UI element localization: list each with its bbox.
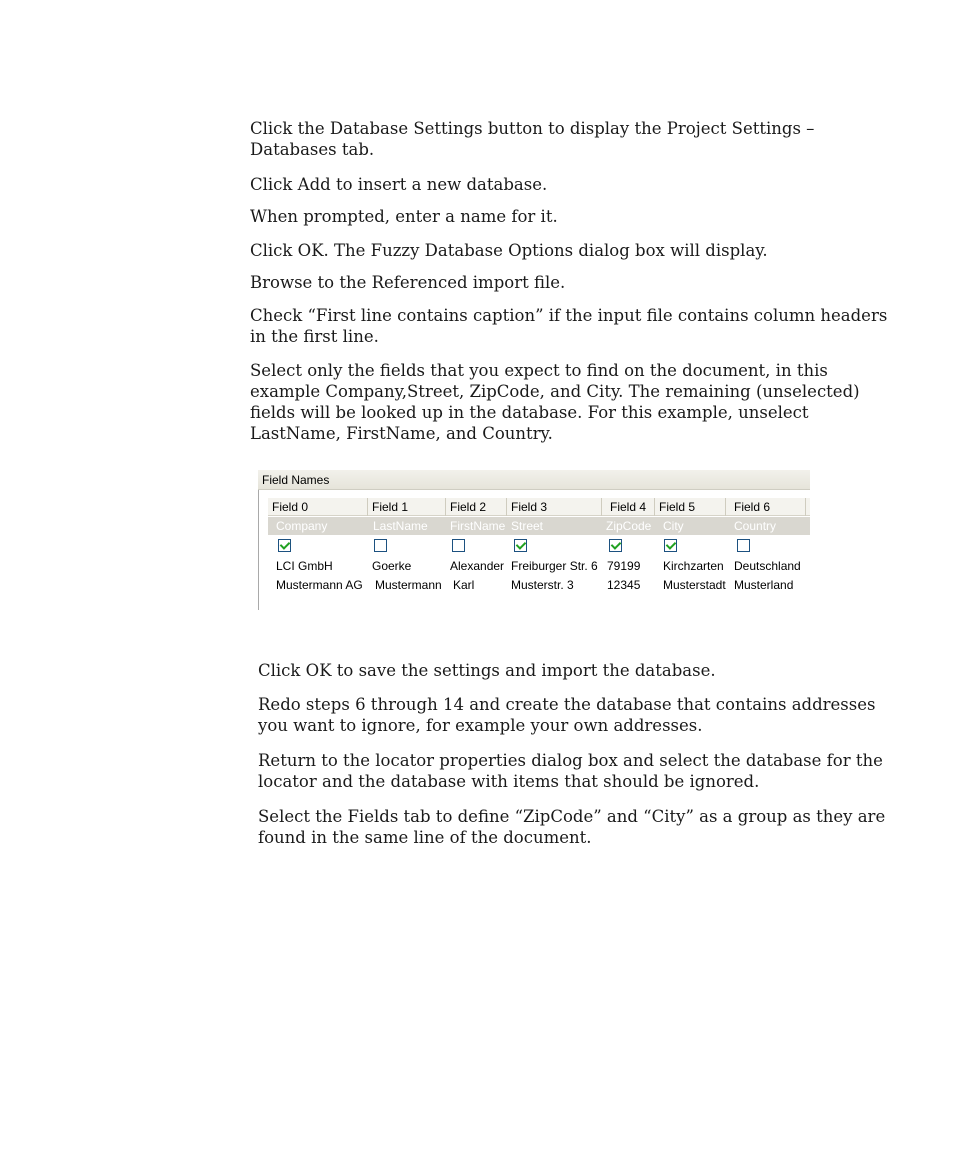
table-cell: Deutschland (734, 559, 801, 573)
caption-street: Street (511, 519, 544, 533)
step-redo-steps: Redo steps 6 through 14 and create the database that contains addresses you want to ignore, for example your own addresses. (258, 695, 876, 735)
table-cell: Mustermann (375, 578, 442, 592)
column-header-field-0[interactable]: Field 0 (268, 498, 368, 516)
table-cell: Freiburger Str. 6 (511, 559, 598, 573)
step-select-fields: Select only the fields that you expect to find on the document, in this example Company,Street, ZipCode, and City. The remaining (unselected) fields will be looked up in the database. For this example, unselect LastName, FirstName, and Country. (250, 361, 860, 443)
checkbox-company[interactable] (278, 539, 291, 552)
table-cell: Mustermann AG (276, 578, 363, 592)
panel-title: Field Names (258, 470, 810, 490)
field-grid (268, 498, 810, 610)
checkbox-firstname[interactable] (452, 539, 465, 552)
step-return-locator: Return to the locator properties dialog box and select the database for the locator and the database with items that should be ignored. (258, 751, 883, 791)
selection-row (268, 538, 810, 554)
step-enter-name: When prompted, enter a name for it. (250, 207, 558, 226)
table-cell: Musterland (734, 578, 794, 592)
column-header-field-3[interactable]: Field 3 (507, 498, 602, 516)
checkbox-country[interactable] (737, 539, 750, 552)
step-fields-tab: Select the Fields tab to define “ZipCode” and “City” as a group as they are found in the same line of the document. (258, 807, 886, 847)
table-cell: 79199 (607, 559, 641, 573)
checkbox-lastname[interactable] (374, 539, 387, 552)
table-cell: 12345 (607, 578, 641, 592)
column-header-field-4[interactable]: Field 4 (602, 498, 655, 516)
step-browse-file: Browse to the Referenced import file. (250, 273, 566, 292)
caption-lastname: LastName (373, 519, 428, 533)
table-row (268, 576, 810, 594)
column-header-field-1[interactable]: Field 1 (368, 498, 446, 516)
step-first-line-caption: Check “First line contains caption” if the input file contains column headers in the first line. (250, 306, 888, 346)
checkbox-city[interactable] (664, 539, 677, 552)
step-database-settings: Click the Database Settings button to display the Project Settings – Databases tab. (250, 119, 815, 159)
step-save-import: Click OK to save the settings and import the database. (258, 661, 716, 680)
column-header-field-6[interactable]: Field 6 (726, 498, 806, 516)
step-click-ok: Click OK. The Fuzzy Database Options dialog box will display. (250, 241, 768, 260)
caption-country: Country (734, 519, 777, 533)
panel-border (258, 490, 259, 610)
table-cell: Musterstadt (663, 578, 726, 592)
checkbox-street[interactable] (514, 539, 527, 552)
column-header-field-2[interactable]: Field 2 (446, 498, 507, 516)
table-row (268, 557, 810, 575)
caption-company: Company (276, 519, 328, 533)
caption-zipcode: ZipCode (606, 519, 652, 533)
table-cell: LCI GmbH (276, 559, 333, 573)
table-cell: Karl (453, 578, 475, 592)
field-names-panel (258, 470, 810, 610)
table-cell: Alexander (450, 559, 505, 573)
table-cell: Goerke (372, 559, 412, 573)
caption-city: City (663, 519, 684, 533)
checkbox-zipcode[interactable] (609, 539, 622, 552)
caption-row (268, 517, 810, 535)
table-cell: Musterstr. 3 (511, 578, 574, 592)
column-header-field-5[interactable]: Field 5 (655, 498, 726, 516)
caption-firstname: FirstName (450, 519, 506, 533)
table-cell: Kirchzarten (663, 559, 724, 573)
step-add-database: Click Add to insert a new database. (250, 175, 548, 194)
header-row (268, 498, 810, 516)
